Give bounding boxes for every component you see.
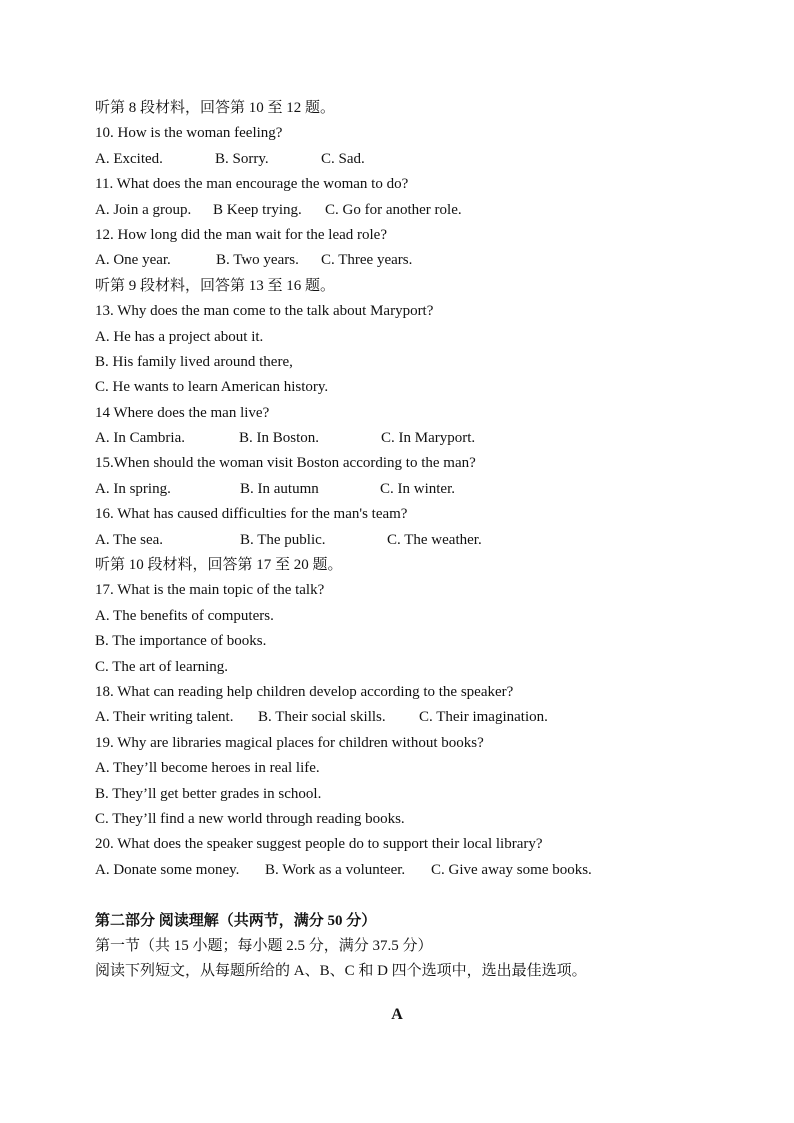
- option-b: B. The public.: [240, 531, 326, 548]
- options-12: [95, 248, 735, 273]
- section-heading-8: 听第 8 段材料，回答第 10 至 12 题。: [95, 100, 336, 116]
- options-10: [95, 147, 735, 172]
- option-c: C. The art of learning.: [95, 658, 229, 675]
- question-15: 15.When should the woman visit Boston according to the man?: [95, 455, 476, 472]
- question-17: 17. What is the main topic of the talk?: [95, 582, 325, 599]
- question-13: 13. Why does the man come to the talk about Maryport?: [95, 303, 434, 320]
- option-c: C. Their imagination.: [419, 709, 548, 726]
- option-a: A. They’ll become heroes in real life.: [95, 760, 320, 777]
- option-a: A. The benefits of computers.: [95, 607, 274, 624]
- section-heading-10: 听第 10 段材料，回答第 17 至 20 题。: [95, 557, 343, 574]
- question-20: 20. What does the speaker suggest people do to support their local library?: [95, 836, 543, 853]
- options-16: [95, 528, 735, 553]
- option-c: C. Sad.: [321, 150, 365, 167]
- question-16: 16. What has caused difficulties for the man's team?: [95, 506, 408, 523]
- option-b: B. Work as a volunteer.: [265, 861, 406, 878]
- options-18: [95, 705, 735, 730]
- option-b: B. Their social skills.: [258, 709, 386, 726]
- option-a: A. One year.: [95, 252, 171, 269]
- option-c: C. In winter.: [380, 480, 455, 497]
- section-heading-9: 听第 9 段材料，回答第 13 至 16 题。: [95, 277, 336, 294]
- question-12: 12. How long did the man wait for the lead role?: [95, 226, 388, 243]
- option-a: A. Join a group.: [95, 201, 192, 218]
- option-a: A. Donate some money.: [95, 861, 240, 878]
- option-a: A. The sea.: [95, 531, 164, 548]
- option-c: C. Go for another role.: [325, 201, 462, 218]
- option-b: B. Sorry.: [215, 150, 269, 167]
- options-14: [95, 426, 735, 451]
- reading-instructions: 阅读下列短文，从每题所给的 A、B、C 和 D 四个选项中，选出最佳选项。: [95, 963, 587, 980]
- options-11: [95, 198, 735, 223]
- option-a: A. Excited.: [95, 150, 163, 167]
- option-b: B. His family lived around there,: [95, 353, 293, 370]
- passage-label: A: [391, 1006, 403, 1023]
- options-20: [95, 858, 735, 883]
- option-c: C. In Maryport.: [381, 430, 476, 447]
- section-one-heading: 第一节（共 15 小题；每小题 2.5 分，满分 37.5 分）: [95, 937, 433, 954]
- option-b: B. The importance of books.: [95, 633, 267, 650]
- question-11: 11. What does the man encourage the woman to do?: [95, 176, 409, 193]
- document-content: [95, 96, 735, 985]
- option-c: C. The weather.: [387, 531, 482, 548]
- option-b: B Keep trying.: [213, 201, 302, 218]
- blank-line: [95, 883, 735, 908]
- question-10: 10. How is the woman feeling?: [95, 125, 283, 142]
- options-15: [95, 477, 735, 502]
- option-a: A. Their writing talent.: [95, 709, 234, 726]
- option-c: C. He wants to learn American history.: [95, 379, 329, 396]
- option-b: B. Two years.: [216, 252, 299, 269]
- option-a: A. In Cambria.: [95, 430, 185, 447]
- option-a: A. He has a project about it.: [95, 328, 264, 345]
- question-14: 14 Where does the man live?: [95, 404, 270, 421]
- option-b: B. In Boston.: [239, 430, 320, 447]
- option-c: C. Three years.: [321, 252, 413, 269]
- option-a: A. In spring.: [95, 480, 171, 497]
- question-18: 18. What can reading help children develop according to the speaker?: [95, 683, 514, 700]
- option-b: B. They’ll get better grades in school.: [95, 785, 322, 802]
- part-two-heading: 第二部分 阅读理解（共两节，满分 50 分）: [95, 912, 377, 929]
- option-c: C. They’ll find a new world through reading books.: [95, 810, 405, 827]
- option-b: B. In autumn: [240, 480, 319, 497]
- option-c: C. Give away some books.: [431, 861, 592, 878]
- question-19: 19. Why are libraries magical places for children without books?: [95, 734, 484, 751]
